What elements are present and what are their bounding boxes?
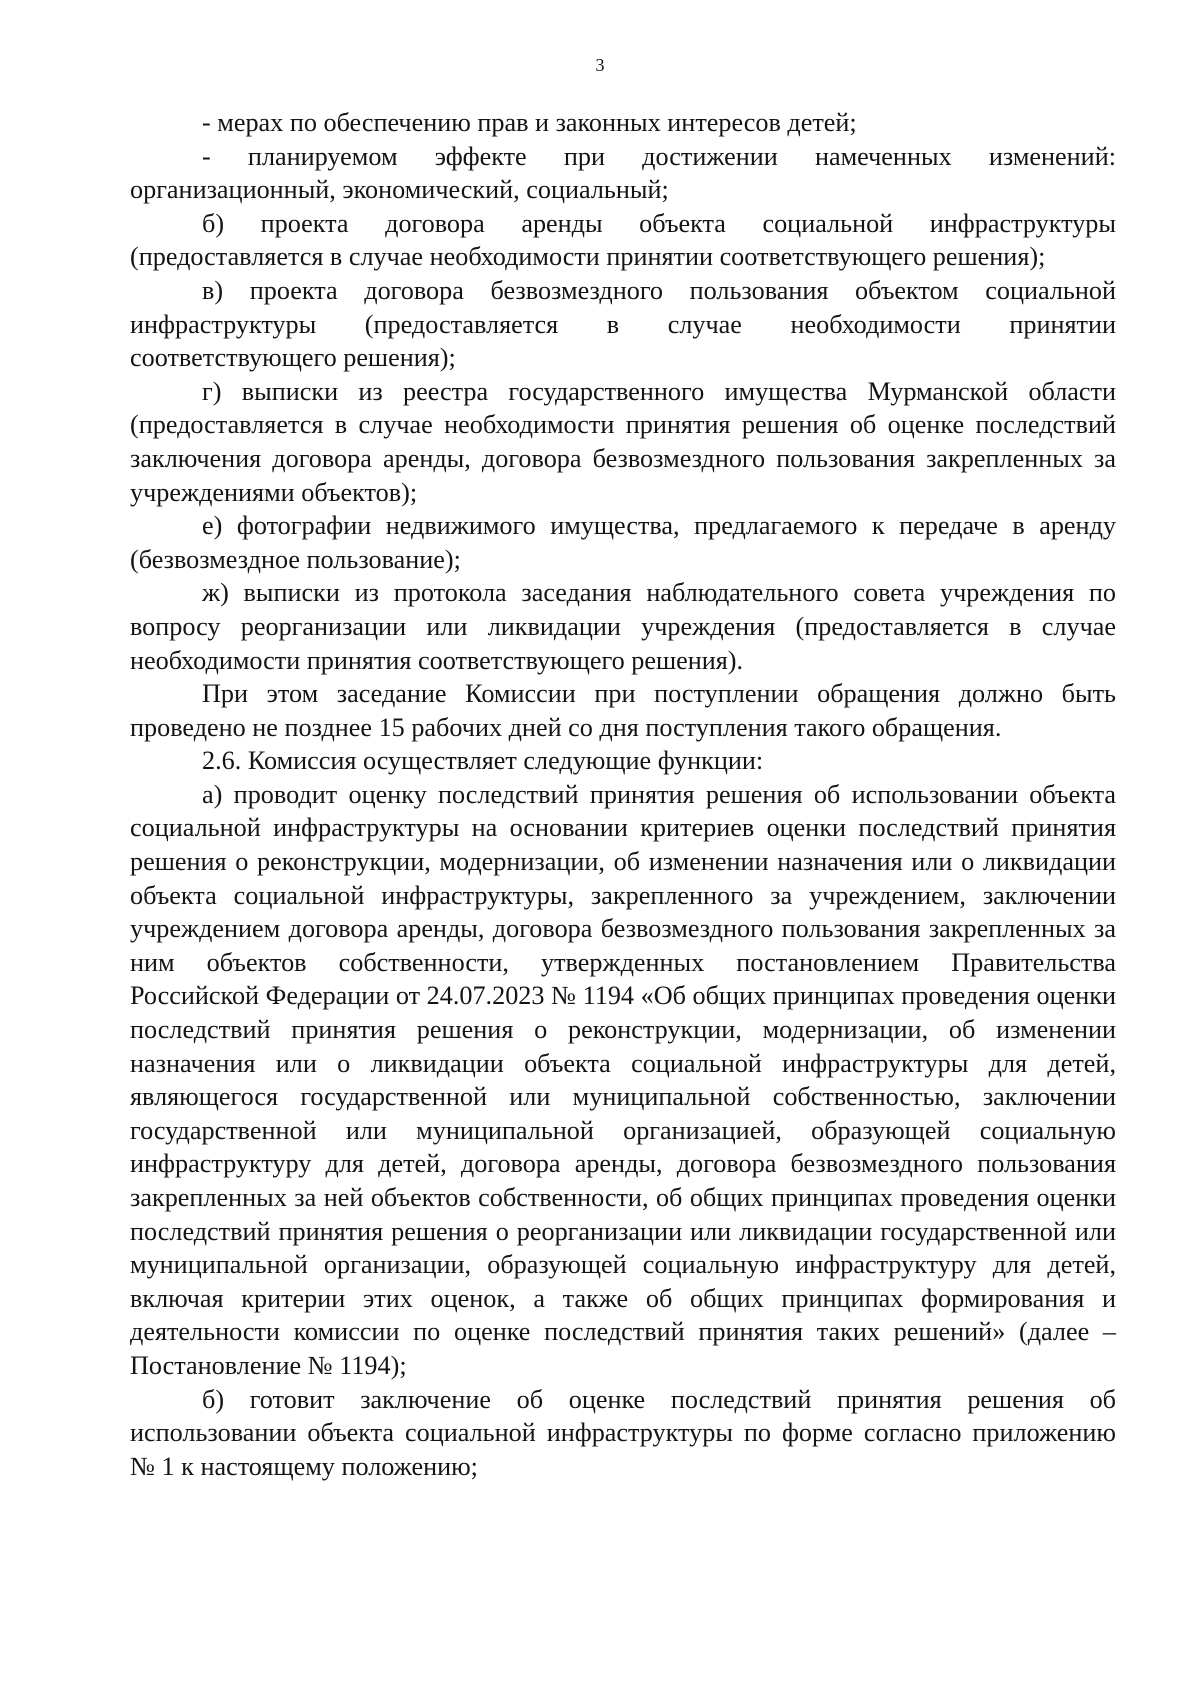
paragraph-registry-extract: г) выписки из реестра государственного имущества Мурманской области (предоставляется в случае необходимости принятия решения об оценке последствий заключения договора аренды, договора безвозмездного пользования закрепленных за учреждениями объектов); (130, 376, 1116, 507)
paragraph-assessment: а) проводит оценку последствий принятия решения об использовании объекта социальной инфраструктуры на основании критериев оценки последствий принятия решения о реконструкции, модернизации, об изменении назначения или о ликвидации объекта социальной инфраструктуры, закрепленного за учреждением, заключении учреждением договора аренды, договора безвозмездного пользования закрепленных за ним объектов собственности, утвержденных постановлением Правительства Российской Федерации от 24.07.2023 № 1194 «Об общих принципах проведения оценки последствий принятия решения о реконструкции, модернизации, об изменении назначения или о ликвидации объекта социальной инфраструктуры для детей, являющегося государственной или муниципальной собственностью, заключении государственной или муниципальной организацией, образующей социальную инфраструктуру для детей, договора аренды, договора безвозмездного пользования закрепленных за ней объектов собственности, об общих принципах проведения оценки последствий принятия решения о реорганизации или ликвидации государственной или муниципальной организации, образующей социальную инфраструктуру для детей, включая критерии этих оценок, а также об общих принципах формирования и деятельности комиссии по оценке последствий принятия таких решений» (далее – Постановление № 1194); (130, 779, 1116, 1380)
paragraph-photos: е) фотографии недвижимого имущества, предлагаемого к передаче в аренду (безвозмездное пользование); (130, 511, 1116, 574)
paragraph-protocol-extract: ж) выписки из протокола заседания наблюдательного совета учреждения по вопросу реорганизации или ликвидации учреждения (предоставляется в случае необходимости принятия соответствующего решения). (130, 578, 1116, 675)
paragraph-lease-draft: б) проекта договора аренды объекта социальной инфраструктуры (предоставляется в случае необходимости принятии соответствующего решения); (130, 208, 1116, 272)
paragraph-rights-measures: - мерах по обеспечению прав и законных интересов детей; (202, 108, 857, 137)
document-body (130, 106, 1116, 1483)
paragraph-meeting-deadline: При этом заседание Комиссии при поступлении обращения должно быть проведено не позднее 15 рабочих дней со дня поступления такого обращения. (130, 679, 1116, 742)
paragraph-commission-functions: 2.6. Комиссия осуществляет следующие функции: (202, 746, 764, 776)
paragraph-free-use-draft: в) проекта договора безвозмездного пользования объектом социальной инфраструктуры (предоставляется в случае необходимости принятии соответствующего решения); (130, 275, 1116, 373)
page-number: 3 (595, 55, 605, 75)
paragraph-planned-effect: - планируемом эффекте при достижении намеченных изменений: организационный, экономический, социальный; (130, 141, 1116, 205)
paragraph-conclusion: б) готовит заключение об оценке последствий принятия решения об использовании объекта социальной инфраструктуры по форме согласно приложению № 1 к настоящему положению; (130, 1384, 1116, 1481)
